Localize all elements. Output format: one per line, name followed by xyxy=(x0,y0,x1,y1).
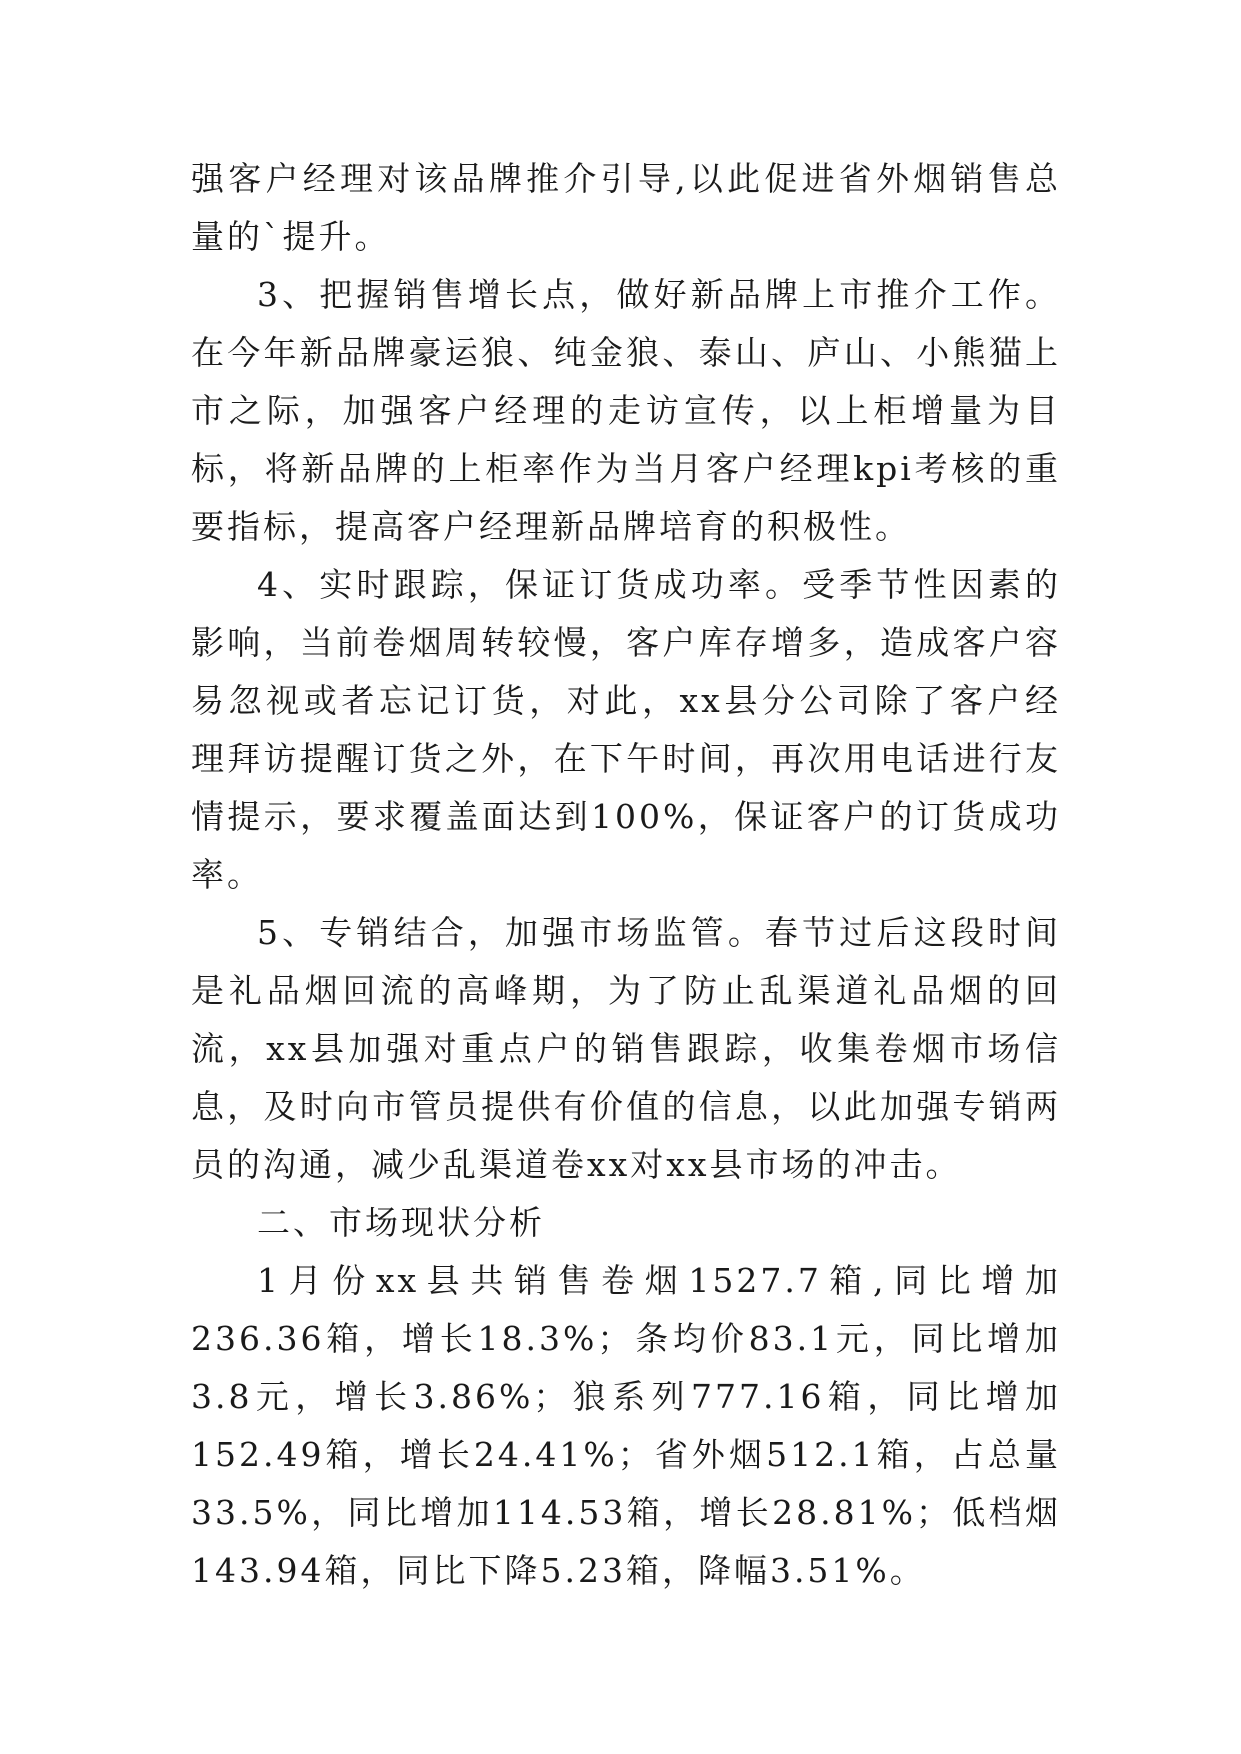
paragraph-item-4: 4、实时跟踪，保证订货成功率。受季节性因素的影响，当前卷烟周转较慢，客户库存增多，造成客户容易忽视或者忘记订货，对此，xx县分公司除了客户经理拜访提醒订货之外，在下午时间，再次用电话进行友情提示，要求覆盖面达到100%，保证客户的订货成功率。 xyxy=(191,565,1061,894)
document-body xyxy=(191,150,1061,1600)
paragraph-item-3: 3、把握销售增长点，做好新品牌上市推介工作。在今年新品牌豪运狼、纯金狼、泰山、庐山、小熊猫上市之际，加强客户经理的走访宣传，以上柜增量为目标，将新品牌的上柜率作为当月客户经理kpi考核的重要指标，提高客户经理新品牌培育的积极性。 xyxy=(191,275,1061,546)
paragraph-continuation: 强客户经理对该品牌推介引导,以此促进省外烟销售总量的`提升。 xyxy=(191,159,1061,256)
section-heading: 二、市场现状分析 xyxy=(257,1203,545,1242)
paragraph-market-stats: 1月份xx县共销售卷烟1527.7箱,同比增加236.36箱，增长18.3%；条均价83.1元，同比增加3.8元，增长3.86%；狼系列777.16箱，同比增加152.49箱，增长24.41%；省外烟512.1箱，占总量33.5%，同比增加114.53箱，增长28.81%；低档烟143.94箱，同比下降5.23箱，降幅3.51%。 xyxy=(191,1261,1061,1590)
paragraph-item-5: 5、专销结合，加强市场监管。春节过后这段时间是礼品烟回流的高峰期，为了防止乱渠道礼品烟的回流，xx县加强对重点户的销售跟踪，收集卷烟市场信息，及时向市管员提供有价值的信息，以此加强专销两员的沟通，减少乱渠道卷xx对xx县市场的冲击。 xyxy=(191,913,1061,1184)
